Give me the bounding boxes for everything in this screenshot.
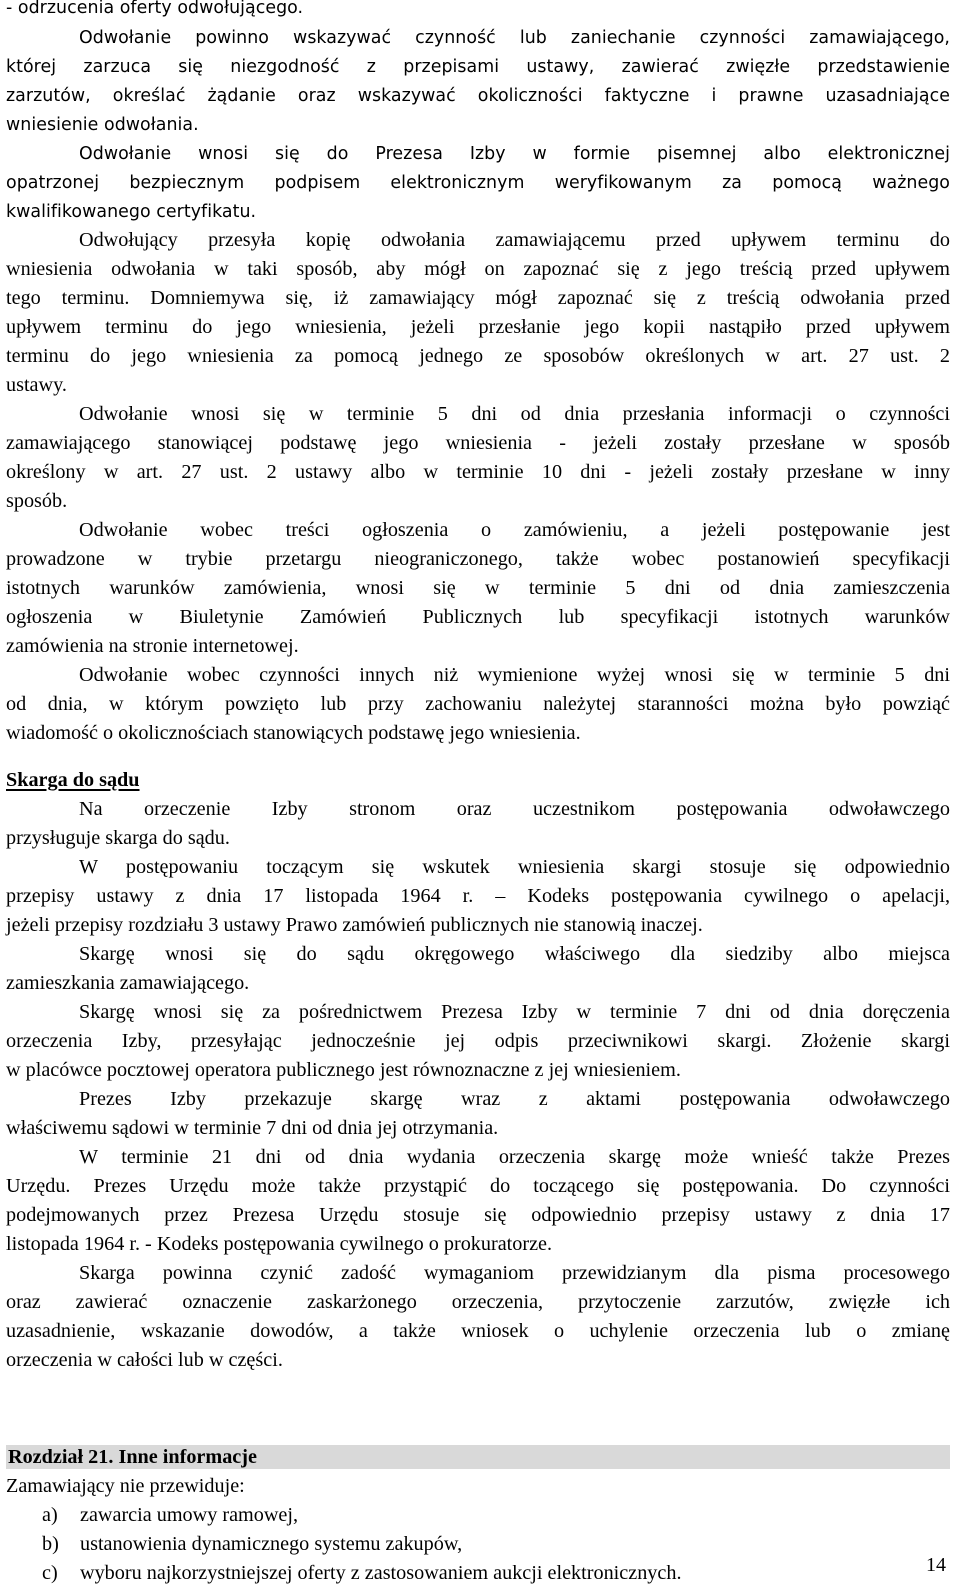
list-item (42, 1530, 462, 1558)
text-line: ustawy. (6, 374, 67, 396)
text-line: Skarga powinna czynić zadość wymaganiom przewidzianym dla pisma procesowego (79, 1262, 950, 1284)
text-line: tego terminu. Domniemywa się, iż zamawiający mógł zapoznać się z treścią odwołania przed (6, 287, 950, 309)
page-number: 14 (926, 1554, 946, 1576)
text-line: istotnych warunków zamówienia, wnosi się w terminie 5 dni od dnia zamieszczenia (6, 577, 950, 599)
text-line: W postępowaniu toczącym się wskutek wniesienia skargi stosuje się odpowiednio (79, 856, 950, 878)
text-line: opatrzonej bezpiecznym podpisem elektronicznym weryfikowanym za pomocą ważnego (6, 173, 950, 193)
text-line: zamówienia na stronie internetowej. (6, 635, 299, 657)
text-line: wniesienia odwołania w taki sposób, aby mógł on zapoznać się z jego treścią przed upływem (6, 258, 950, 280)
text-line: Na orzeczenie Izby stronom oraz uczestnikom postępowania odwoławczego (79, 798, 950, 820)
text-line: zarzutów, określać żądanie oraz wskazywać okoliczności faktyczne i prawne uzasadniające (6, 86, 950, 106)
list-marker: c) (42, 1562, 58, 1584)
text-line: Odwołanie wnosi się w terminie 5 dni od dnia przesłania informacji o czynności (79, 403, 950, 425)
text-line: Skargę wnosi się za pośrednictwem Prezesa Izby w terminie 7 dni od dnia doręczenia (79, 1001, 950, 1023)
text-line: określony w art. 27 ust. 2 ustawy albo w terminie 10 dni - jeżeli zostały przesłane w inny (6, 461, 950, 483)
list-item (42, 1501, 298, 1529)
text-line: właściwemu sądowi w terminie 7 dni od dnia jej otrzymania. (6, 1117, 499, 1139)
text-line: jeżeli przepisy rozdziału 3 ustawy Prawo zamówień publicznych nie stanowią inaczej. (6, 914, 703, 936)
text-line: której zarzuca się niezgodność z przepisami ustawy, zawierać zwięzłe przedstawienie (6, 57, 950, 77)
text-line: od dnia, w którym powzięto lub przy zachowaniu należytej staranności można było powziąć (6, 693, 950, 715)
list-marker: b) (42, 1533, 59, 1555)
text-line: W terminie 21 dni od dnia wydania orzeczenia skargę może wnieść także Prezes (79, 1146, 950, 1168)
text-line: przysługuje skarga do sądu. (6, 827, 230, 849)
text-line: w placówce pocztowej operatora publicznego jest równoznaczne z jej wniesieniem. (6, 1059, 681, 1081)
list-item-text: zawarcia umowy ramowej, (80, 1504, 299, 1526)
text-line: sposób. (6, 490, 68, 512)
text-line: terminu do jego wniesienia za pomocą jednego ze sposobów określonych w art. 27 ust. 2 (6, 345, 950, 367)
text-line: wniesienie odwołania. (6, 115, 199, 135)
text-line: przepisy ustawy z dnia 17 listopada 1964 r. – Kodeks postępowania cywilnego o apelacji, (6, 885, 950, 907)
text-line: ogłoszenia w Biuletynie Zamówień Publicznych lub specyfikacji istotnych warunków (6, 606, 950, 628)
list-item-text: ustanowienia dynamicznego systemu zakupów, (80, 1533, 463, 1555)
list-item-text: wyboru najkorzystniejszej oferty z zastosowaniem aukcji elektronicznych. (80, 1562, 682, 1584)
text-line: Odwołanie powinno wskazywać czynność lub zaniechanie czynności zamawiającego, (79, 28, 950, 48)
text-line: zamieszkania zamawiającego. (6, 972, 250, 994)
text-line: Odwołujący przesyła kopię odwołania zamawiającemu przed upływem terminu do (79, 229, 950, 251)
text-line: oraz zawierać oznaczenie zaskarżonego orzeczenia, przytoczenie zarzutów, zwięzłe ich (6, 1291, 950, 1313)
text-line: wiadomość o okolicznościach stanowiących podstawę jego wniesienia. (6, 722, 581, 744)
text-line: Urzędu. Prezes Urzędu może także przystąpić do toczącego się postępowania. Do czynności (6, 1175, 950, 1197)
text-line: orzeczenia w całości lub w części. (6, 1349, 283, 1371)
chapter-intro: Zamawiający nie przewiduje: (6, 1475, 245, 1497)
text-line: Skargę wnosi się do sądu okręgowego właściwego dla siedziby albo miejsca (79, 943, 950, 965)
text-line: Odwołanie wnosi się do Prezesa Izby w formie pisemnej albo elektronicznej (79, 144, 950, 164)
text-line: listopada 1964 r. - Kodeks postępowania cywilnego o prokuratorze. (6, 1233, 553, 1255)
text-line: Odwołanie wobec treści ogłoszenia o zamówieniu, a jeżeli postępowanie jest (79, 519, 950, 541)
text-line: orzeczenia Izby, przesyłając jednocześnie jej odpis przeciwnikowi skargi. Złożenie skargi (6, 1030, 950, 1052)
text-line: prowadzone w trybie przetargu nieograniczonego, także wobec postanowień specyfikacji (6, 548, 950, 570)
list-marker: a) (42, 1504, 58, 1526)
text-line: zamawiającego stanowiącej podstawę jego wniesienia - jeżeli zostały przesłane w sposób (6, 432, 950, 454)
text-line: upływem terminu do jego wniesienia, jeżeli przesłanie jego kopii nastąpiło przed upływem (6, 316, 950, 338)
text-line: Prezes Izby przekazuje skargę wraz z aktami postępowania odwoławczego (79, 1088, 950, 1110)
text-line: kwalifikowanego certyfikatu. (6, 202, 257, 222)
list-item (42, 1559, 682, 1587)
section-heading: Skarga do sądu (6, 769, 140, 791)
text-line: podejmowanych przez Prezesa Urzędu stosuje się odpowiednio przepisy ustawy z dnia 17 (6, 1204, 950, 1226)
chapter-title: Rozdział 21. Inne informacje (8, 1446, 257, 1468)
text-line: Odwołanie wobec czynności innych niż wymienione wyżej wnosi się w terminie 5 dni (79, 664, 950, 686)
text-line: - odrzucenia oferty odwołującego. (6, 0, 304, 18)
text-line: uzasadnienie, wskazanie dowodów, a także wniosek o uchylenie orzeczenia lub o zmianę (6, 1320, 950, 1342)
